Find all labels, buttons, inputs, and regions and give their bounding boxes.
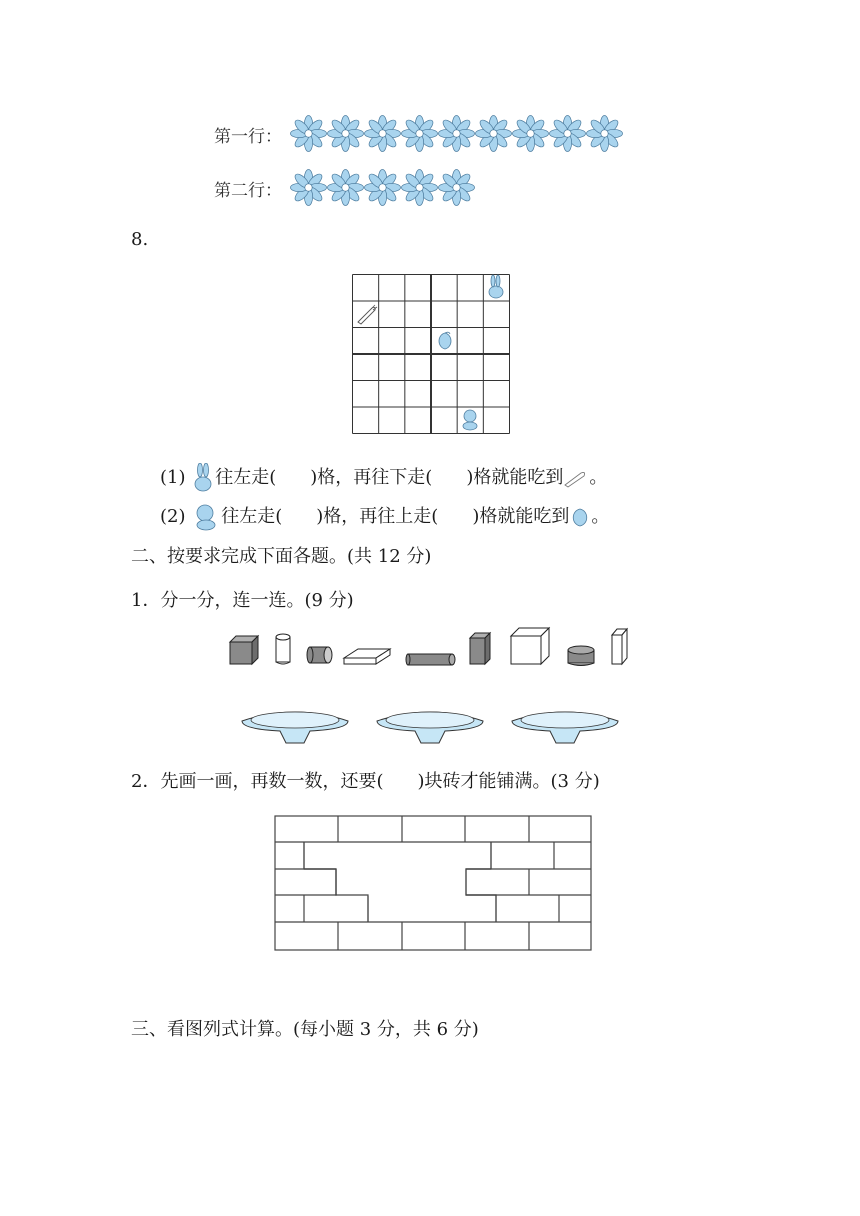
gray-short-cylinder-shape — [307, 647, 332, 663]
part1-number: (1) — [160, 467, 186, 488]
flower-icon — [512, 115, 549, 152]
question-2-text-a: 2．先画一画，再数一数，还要( — [131, 771, 384, 792]
flower-icon — [438, 115, 475, 152]
flower-icon — [327, 115, 364, 152]
section-3-heading: 三、看图列式计算。(每小题 3 分，共 6 分) — [131, 1019, 479, 1040]
direction-grid — [352, 274, 510, 434]
gray-long-cylinder-shape — [406, 654, 455, 665]
section-2-question-1: 1．分一分，连一连。(9 分) — [131, 590, 354, 611]
sorting-bowl-2 — [375, 705, 485, 745]
white-cylinder-shape — [276, 634, 290, 664]
flower-icon — [475, 115, 512, 152]
sorting-bowl-1 — [240, 705, 350, 745]
monkey-icon — [463, 410, 477, 430]
sorting-bowl-3 — [510, 705, 620, 745]
part2-text-b: )格，再往上走( — [316, 506, 439, 527]
flower-icon — [401, 115, 438, 152]
gray-tall-cuboid-shape — [470, 633, 490, 664]
white-thin-cuboid-shape — [612, 629, 627, 664]
part2-text-c: )格就能吃到 — [472, 506, 570, 527]
flower-icon — [327, 169, 364, 206]
question-8-part1 — [160, 463, 607, 493]
part1-text-b: )格，再往下走( — [310, 467, 433, 488]
solid-shapes-row — [226, 626, 636, 670]
part2-number: (2) — [160, 506, 186, 527]
part1-text-c: )格就能吃到 — [466, 467, 564, 488]
question-8-number: 8. — [131, 229, 149, 250]
gray-cube-shape — [230, 636, 258, 664]
flower-icon — [549, 115, 586, 152]
flower-row2-label: 第二行： — [214, 181, 282, 201]
gray-disc-cylinder-shape — [568, 646, 594, 666]
flower-row2 — [290, 169, 475, 206]
section-2-question-2 — [131, 770, 600, 794]
part2-end: 。 — [591, 506, 610, 527]
question-2-text-b: )块砖才能铺满。(3 分) — [417, 771, 600, 792]
flower-icon — [401, 169, 438, 206]
rabbit-icon — [191, 463, 215, 493]
white-cube-shape — [511, 628, 549, 664]
rabbit-icon — [489, 275, 503, 298]
flower-icon — [364, 169, 401, 206]
flower-icon — [290, 115, 327, 152]
flower-icon — [364, 115, 401, 152]
carrot-icon — [358, 305, 377, 324]
carrot-icon — [563, 468, 589, 488]
part1-end: 。 — [589, 467, 608, 488]
brick-wall — [272, 814, 594, 954]
flower-row1-label: 第一行： — [214, 127, 282, 147]
flower-icon — [438, 169, 475, 206]
question-8-part2 — [160, 503, 609, 531]
monkey-icon — [191, 503, 221, 531]
section-2-heading: 二、按要求完成下面各题。(共 12 分) — [131, 546, 432, 567]
flat-cuboid-shape — [344, 649, 390, 664]
flower-row1 — [290, 115, 623, 152]
peach-icon — [439, 332, 451, 349]
part1-text-a: 往左走( — [215, 467, 277, 488]
peach-icon — [569, 506, 591, 528]
part2-text-a: 往左走( — [221, 506, 283, 527]
flower-icon — [586, 115, 623, 152]
flower-icon — [290, 169, 327, 206]
